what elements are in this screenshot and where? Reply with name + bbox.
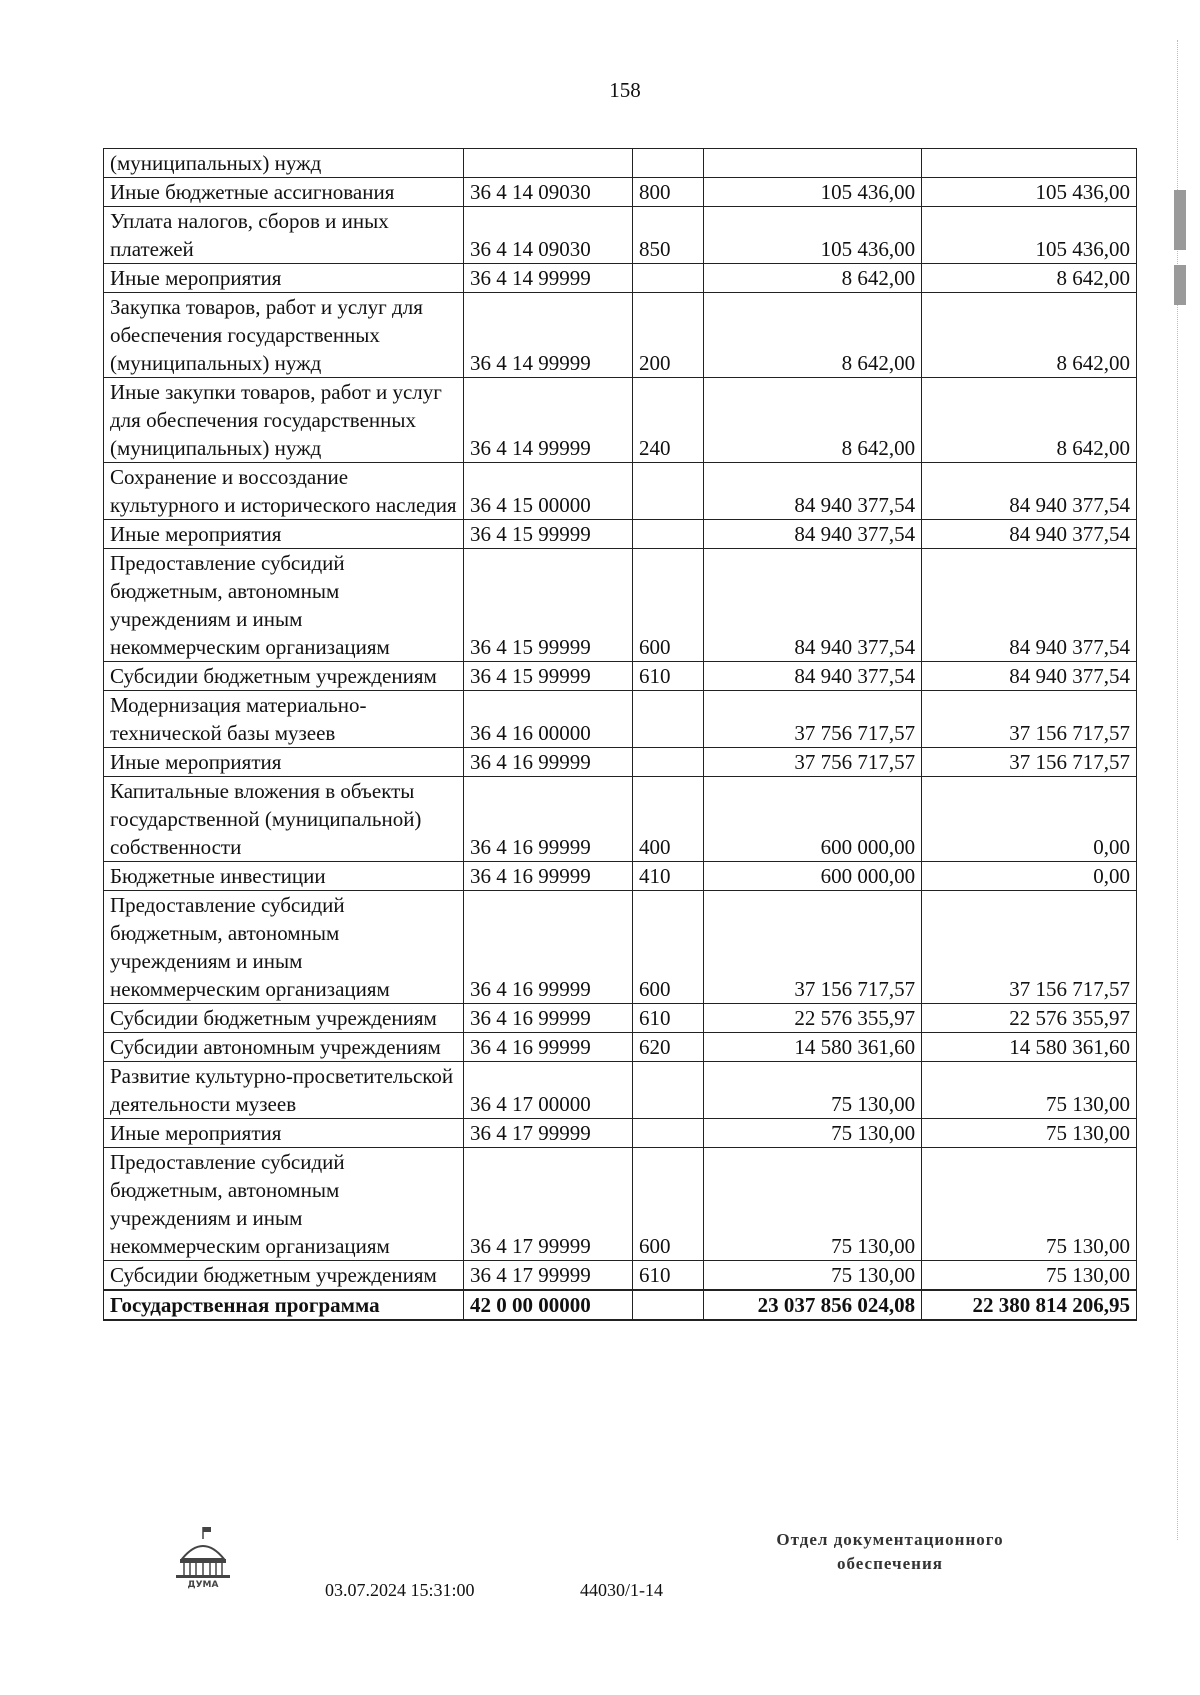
row-type (633, 748, 704, 777)
row-amount-1: 600 000,00 (703, 862, 921, 891)
row-code: 36 4 15 99999 (463, 549, 632, 662)
table-row (104, 1119, 1137, 1148)
row-type: 600 (633, 1148, 704, 1261)
row-amount-2: 37 156 717,57 (922, 891, 1137, 1004)
row-code: 36 4 17 99999 (463, 1119, 632, 1148)
row-code: 36 4 16 99999 (463, 748, 632, 777)
row-amount-1: 75 130,00 (703, 1148, 921, 1261)
table-row (104, 178, 1137, 207)
row-amount-2: 22 576 355,97 (922, 1004, 1137, 1033)
row-amount-2: 75 130,00 (922, 1062, 1137, 1119)
row-amount-2: 14 580 361,60 (922, 1033, 1137, 1062)
row-amount-1 (703, 149, 921, 178)
scan-mark (1174, 265, 1186, 305)
row-type (633, 149, 704, 178)
row-code: 36 4 14 09030 (463, 207, 632, 264)
table-row (104, 891, 1137, 1004)
table-row (104, 1062, 1137, 1119)
row-name: Иные мероприятия (104, 748, 464, 777)
budget-table-body (104, 149, 1137, 1321)
duma-building-icon (168, 1525, 238, 1591)
row-code: 36 4 16 99999 (463, 777, 632, 862)
row-name: Предоставление субсидий бюджетным, автономным учреждениям и иным некоммерческим организациям (104, 891, 464, 1004)
row-name: (муниципальных) нужд (104, 149, 464, 178)
footer-doc-number: 44030/1-14 (580, 1580, 663, 1600)
row-amount-2: 8 642,00 (922, 293, 1137, 378)
row-name: Капитальные вложения в объекты государственной (муниципальной) собственности (104, 777, 464, 862)
row-amount-1: 75 130,00 (703, 1261, 921, 1291)
table-row (104, 378, 1137, 463)
row-amount-2: 105 436,00 (922, 207, 1137, 264)
row-amount-2: 84 940 377,54 (922, 463, 1137, 520)
row-type: 610 (633, 1004, 704, 1033)
row-amount-1: 23 037 856 024,08 (703, 1290, 921, 1320)
scan-mark (1174, 190, 1186, 250)
row-code: 36 4 15 99999 (463, 662, 632, 691)
row-name: Иные бюджетные ассигнования (104, 178, 464, 207)
row-amount-1: 8 642,00 (703, 264, 921, 293)
table-row (104, 207, 1137, 264)
row-amount-1: 75 130,00 (703, 1062, 921, 1119)
row-code: 36 4 17 99999 (463, 1261, 632, 1291)
row-name: Субсидии бюджетным учреждениям (104, 1261, 464, 1291)
row-type: 800 (633, 178, 704, 207)
row-amount-1: 8 642,00 (703, 293, 921, 378)
row-code: 42 0 00 00000 (463, 1290, 632, 1320)
row-amount-2: 75 130,00 (922, 1119, 1137, 1148)
row-amount-2: 37 156 717,57 (922, 691, 1137, 748)
row-type: 610 (633, 662, 704, 691)
row-amount-1: 14 580 361,60 (703, 1033, 921, 1062)
table-total-row (104, 1290, 1137, 1320)
row-name: Бюджетные инвестиции (104, 862, 464, 891)
footer-dept-line2: обеспечения (837, 1554, 943, 1573)
row-amount-1: 8 642,00 (703, 378, 921, 463)
row-name: Предоставление субсидий бюджетным, автономным учреждениям и иным некоммерческим организациям (104, 549, 464, 662)
table-row (104, 293, 1137, 378)
row-type (633, 691, 704, 748)
row-type: 600 (633, 891, 704, 1004)
row-amount-1: 22 576 355,97 (703, 1004, 921, 1033)
table-row (104, 520, 1137, 549)
row-code (463, 149, 632, 178)
row-type: 240 (633, 378, 704, 463)
row-amount-1: 600 000,00 (703, 777, 921, 862)
budget-table (103, 148, 1137, 1321)
row-name: Сохранение и воссоздание культурного и исторического наследия (104, 463, 464, 520)
table-row (104, 264, 1137, 293)
row-amount-2: 75 130,00 (922, 1148, 1137, 1261)
row-name: Субсидии автономным учреждениям (104, 1033, 464, 1062)
row-code: 36 4 16 99999 (463, 862, 632, 891)
row-code: 36 4 14 99999 (463, 378, 632, 463)
row-name: Иные закупки товаров, работ и услуг для обеспечения государственных (муниципальных) нужд (104, 378, 464, 463)
row-code: 36 4 15 99999 (463, 520, 632, 549)
table-row (104, 691, 1137, 748)
row-amount-1: 37 756 717,57 (703, 691, 921, 748)
row-amount-1: 105 436,00 (703, 178, 921, 207)
row-amount-2: 8 642,00 (922, 264, 1137, 293)
row-name: Субсидии бюджетным учреждениям (104, 1004, 464, 1033)
row-name: Субсидии бюджетным учреждениям (104, 662, 464, 691)
row-amount-2: 22 380 814 206,95 (922, 1290, 1137, 1320)
row-code: 36 4 17 99999 (463, 1148, 632, 1261)
row-type: 600 (633, 549, 704, 662)
row-type: 400 (633, 777, 704, 862)
row-name: Закупка товаров, работ и услуг для обеспечения государственных (муниципальных) нужд (104, 293, 464, 378)
row-type: 410 (633, 862, 704, 891)
row-amount-2: 105 436,00 (922, 178, 1137, 207)
table-row (104, 748, 1137, 777)
table-row (104, 149, 1137, 178)
row-name: Развитие культурно-просветительской деятельности музеев (104, 1062, 464, 1119)
row-type (633, 1119, 704, 1148)
row-type: 620 (633, 1033, 704, 1062)
row-code: 36 4 15 00000 (463, 463, 632, 520)
table-row (104, 777, 1137, 862)
row-amount-1: 37 756 717,57 (703, 748, 921, 777)
row-name: Предоставление субсидий бюджетным, автономным учреждениям и иным некоммерческим организациям (104, 1148, 464, 1261)
table-row (104, 1033, 1137, 1062)
row-amount-2 (922, 149, 1137, 178)
row-name: Уплата налогов, сборов и иных платежей (104, 207, 464, 264)
table-row (104, 549, 1137, 662)
row-amount-2: 0,00 (922, 777, 1137, 862)
row-amount-2: 75 130,00 (922, 1261, 1137, 1291)
row-amount-2: 84 940 377,54 (922, 662, 1137, 691)
row-type (633, 1062, 704, 1119)
row-type (633, 264, 704, 293)
duma-logo-text: ДУМА (187, 1580, 219, 1590)
scan-edge (1177, 40, 1192, 1540)
row-code: 36 4 16 00000 (463, 691, 632, 748)
row-type (633, 463, 704, 520)
row-code: 36 4 16 99999 (463, 1004, 632, 1033)
row-amount-1: 75 130,00 (703, 1119, 921, 1148)
row-amount-1: 84 940 377,54 (703, 463, 921, 520)
row-amount-2: 8 642,00 (922, 378, 1137, 463)
row-amount-1: 84 940 377,54 (703, 520, 921, 549)
row-code: 36 4 17 00000 (463, 1062, 632, 1119)
row-amount-2: 37 156 717,57 (922, 748, 1137, 777)
row-name: Иные мероприятия (104, 1119, 464, 1148)
row-name: Иные мероприятия (104, 520, 464, 549)
row-amount-1: 84 940 377,54 (703, 662, 921, 691)
table-row (104, 662, 1137, 691)
row-type: 610 (633, 1261, 704, 1291)
row-amount-2: 84 940 377,54 (922, 549, 1137, 662)
row-code: 36 4 14 99999 (463, 264, 632, 293)
table-row (104, 463, 1137, 520)
page-number: 158 (609, 78, 641, 102)
row-amount-1: 105 436,00 (703, 207, 921, 264)
row-name: Государственная программа (104, 1290, 464, 1320)
row-amount-2: 0,00 (922, 862, 1137, 891)
footer-datetime: 03.07.2024 15:31:00 (325, 1580, 475, 1600)
row-code: 36 4 16 99999 (463, 1033, 632, 1062)
row-code: 36 4 14 09030 (463, 178, 632, 207)
row-code: 36 4 16 99999 (463, 891, 632, 1004)
table-row (104, 1148, 1137, 1261)
footer-dept-line1: Отдел документационного (776, 1530, 1004, 1549)
row-type (633, 1290, 704, 1320)
footer-department-stamp (745, 1528, 1035, 1576)
table-row (104, 1004, 1137, 1033)
table-row (104, 862, 1137, 891)
row-type (633, 520, 704, 549)
row-name: Модернизация материально-технической базы музеев (104, 691, 464, 748)
row-amount-1: 84 940 377,54 (703, 549, 921, 662)
row-name: Иные мероприятия (104, 264, 464, 293)
row-amount-2: 84 940 377,54 (922, 520, 1137, 549)
row-type: 200 (633, 293, 704, 378)
row-amount-1: 37 156 717,57 (703, 891, 921, 1004)
table-row (104, 1261, 1137, 1291)
row-type: 850 (633, 207, 704, 264)
row-code: 36 4 14 99999 (463, 293, 632, 378)
